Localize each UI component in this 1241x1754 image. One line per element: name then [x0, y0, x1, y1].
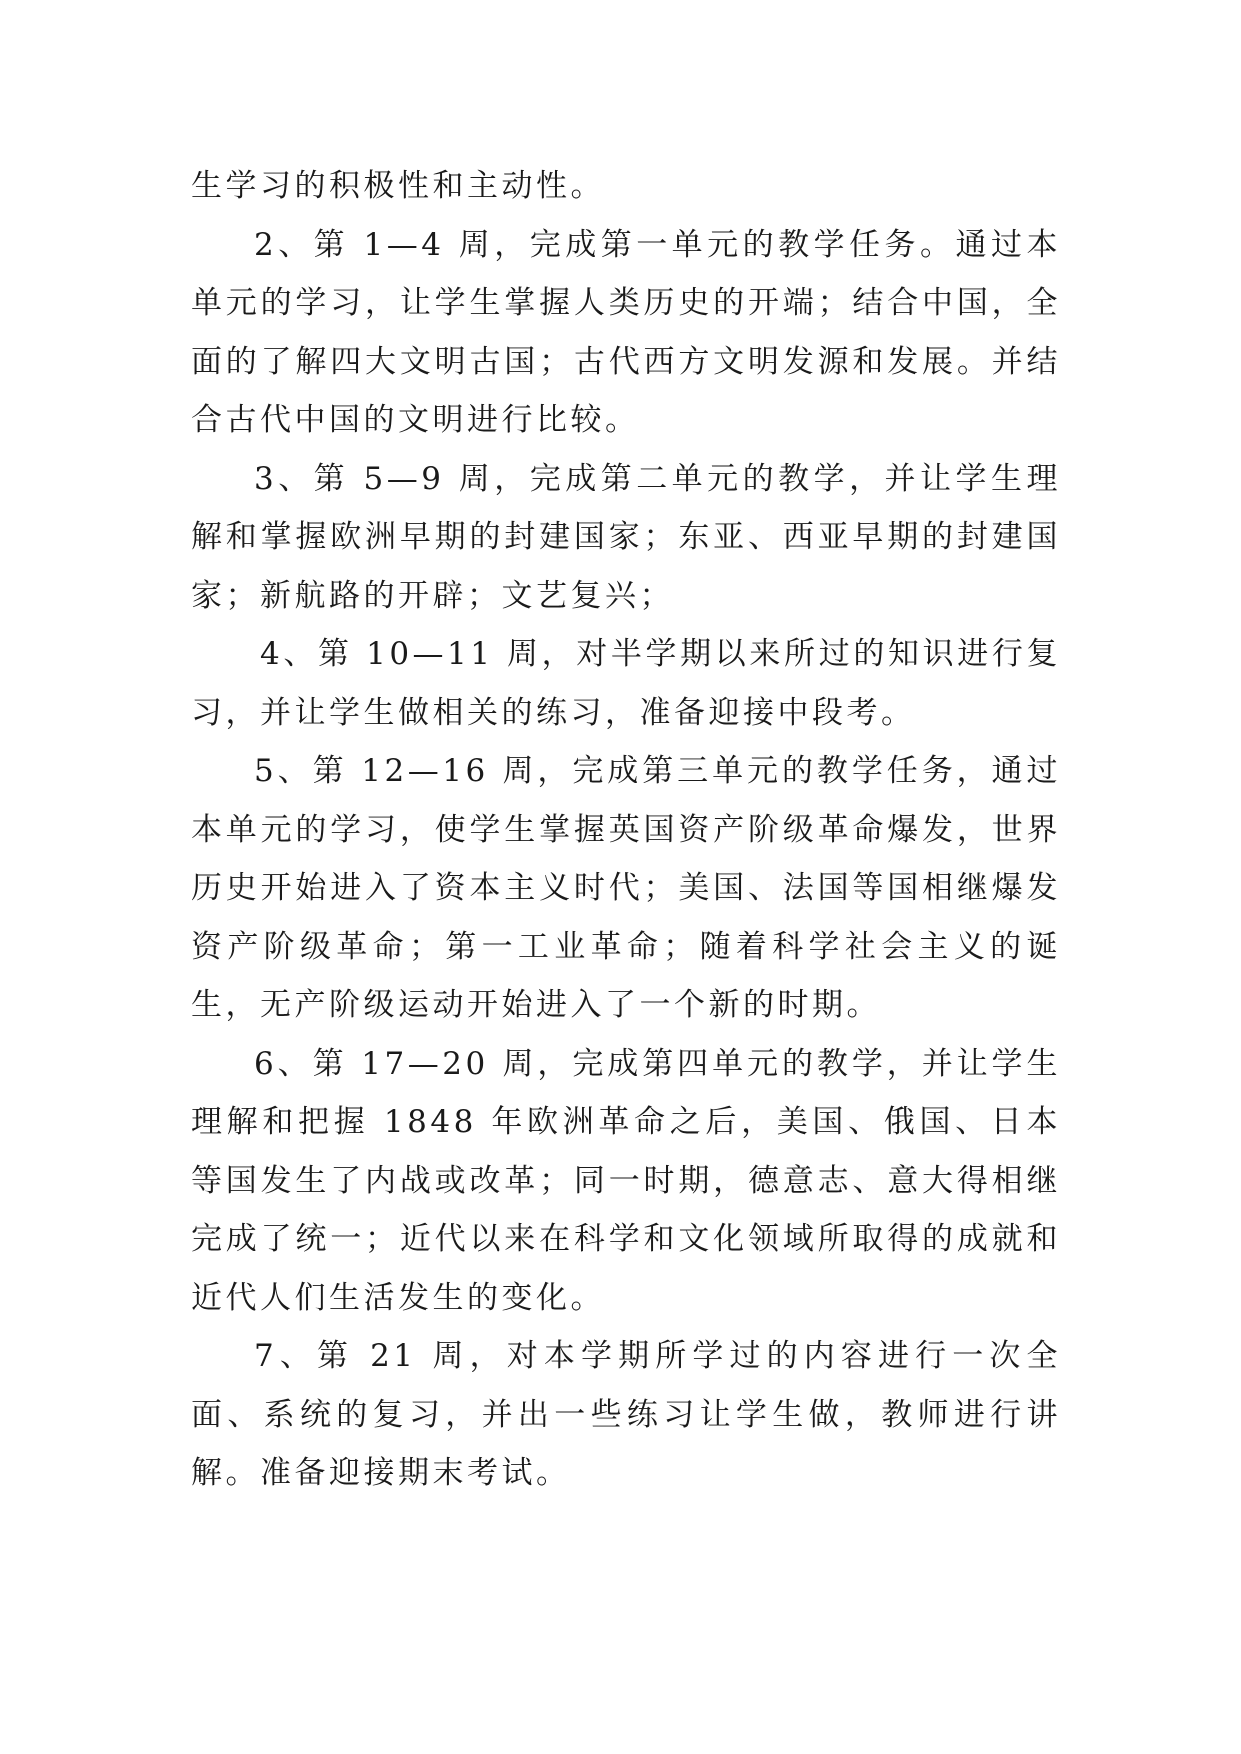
paragraph-item-5: 5、第 12—16 周，完成第三单元的教学任务，通过本单元的学习，使学生掌握英国资产阶级革命爆发，世界历史开始进入了资本主义时代；美国、法国等国相继爆发资产阶级革命；第一工业革命；随着科学社会主义的诞生，无产阶级运动开始进入了一个新的时期。: [191, 753, 1061, 1023]
paragraph-item-3: 3、第 5—9 周，完成第二单元的教学，并让学生理解和掌握欧洲早期的封建国家；东亚、西亚早期的封建国家；新航路的开辟；文艺复兴；: [191, 460, 1061, 614]
paragraph-item-7: 7、第 21 周，对本学期所学过的内容进行一次全面、系统的复习，并出一些练习让学生做，教师进行讲解。准备迎接期末考试。: [191, 1338, 1061, 1491]
paragraph-item-6: 6、第 17—20 周，完成第四单元的教学，并让学生理解和把握 1848 年欧洲革命之后，美国、俄国、日本等国发生了内战或改革；同一时期，德意志、意大得相继完成了统一；近代以来在科学和文化领域所取得的成就和近代人们生活发生的变化。: [191, 1045, 1061, 1316]
paragraph-item-2: 2、第 1—4 周，完成第一单元的教学任务。通过本单元的学习，让学生掌握人类历史的开端；结合中国，全面的了解四大文明古国；古代西方文明发源和发展。并结合古代中国的文明进行比较。: [191, 226, 1061, 438]
paragraph-item-4: 4、第 10—11 周，对半学期以来所过的知识进行复习，并让学生做相关的练习，准备迎接中段考。: [191, 636, 1061, 731]
paragraph-continuation: 生学习的积极性和主动性。: [191, 168, 605, 204]
document-body: [191, 157, 1061, 1503]
